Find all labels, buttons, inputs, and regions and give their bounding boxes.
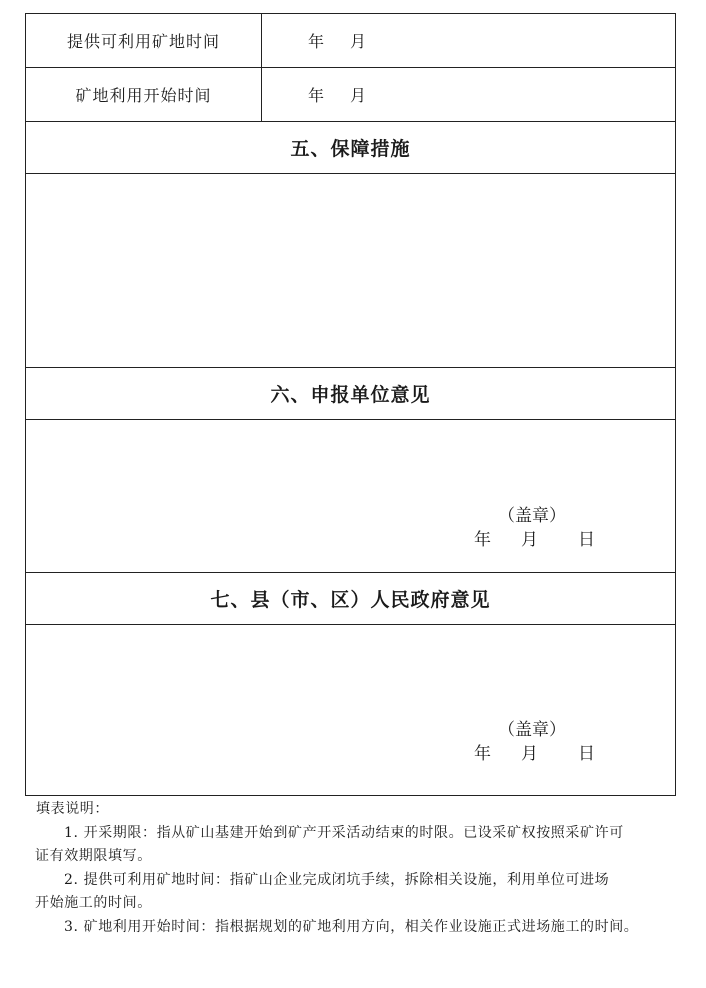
section-seven-month: 月 bbox=[521, 744, 538, 764]
section-seven-content[interactable] bbox=[26, 625, 675, 795]
section-five-heading: 五、保障措施 bbox=[26, 122, 675, 174]
section-seven-year: 年 bbox=[474, 744, 491, 764]
start-time-year: 年 bbox=[308, 86, 325, 105]
start-time-label: 矿地利用开始时间 bbox=[26, 68, 262, 121]
available-time-value[interactable] bbox=[262, 14, 675, 67]
start-time-value[interactable] bbox=[262, 68, 675, 121]
available-time-label: 提供可利用矿地时间 bbox=[26, 14, 262, 67]
section-six-date bbox=[474, 528, 595, 552]
notes-item-3: 3. 矿地利用开始时间：指根据规划的矿地利用方向，相关作业设施正式进场施工的时间。 bbox=[64, 918, 639, 935]
available-time-month: 月 bbox=[350, 32, 367, 51]
section-seven-heading: 七、县（市、区）人民政府意见 bbox=[26, 573, 675, 625]
notes-item-2-line-1: 2. 提供可利用矿地时间：指矿山企业完成闭坑手续，拆除相关设施，利用单位可进场 bbox=[64, 871, 610, 888]
section-six-year: 年 bbox=[474, 530, 491, 550]
notes-item-1-line-2: 证有效期限填写。 bbox=[35, 848, 152, 864]
notes-heading: 填表说明： bbox=[36, 801, 109, 817]
section-six-signature bbox=[474, 504, 595, 552]
row-available-time bbox=[26, 14, 675, 68]
start-time-month: 月 bbox=[350, 86, 367, 105]
fill-instructions bbox=[36, 798, 680, 939]
section-seven-date bbox=[474, 742, 595, 766]
section-six-day: 日 bbox=[578, 530, 595, 550]
section-seven-seal: （盖章） bbox=[498, 720, 566, 740]
section-seven-signature bbox=[474, 718, 595, 766]
application-form-table bbox=[25, 13, 676, 796]
section-five-content[interactable] bbox=[26, 174, 675, 368]
row-start-time bbox=[26, 68, 675, 122]
section-seven-day: 日 bbox=[578, 744, 595, 764]
available-time-year: 年 bbox=[308, 32, 325, 51]
section-six-month: 月 bbox=[521, 530, 538, 550]
notes-item-1-line-1: 1. 开采期限：指从矿山基建开始到矿产开采活动结束的时限。已设采矿权按照采矿许可 bbox=[64, 824, 624, 841]
section-six-content[interactable] bbox=[26, 420, 675, 573]
section-six-heading: 六、申报单位意见 bbox=[26, 368, 675, 420]
notes-item-2-line-2: 开始施工的时间。 bbox=[35, 895, 152, 911]
section-six-seal: （盖章） bbox=[498, 506, 566, 526]
